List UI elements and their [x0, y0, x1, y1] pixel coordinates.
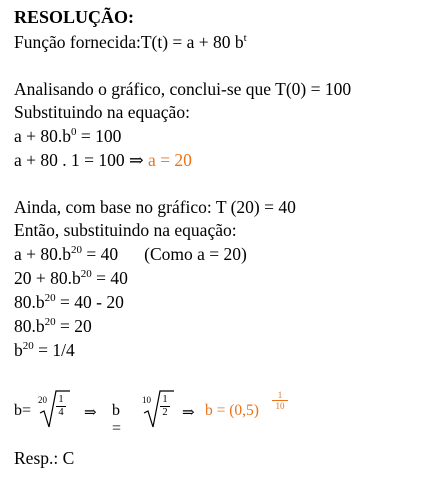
substitution-line-2: Então, substituindo na equação: [14, 220, 237, 240]
graph-analysis-line: Analisando o gráfico, conclui-se que T(0) = 100 [14, 79, 352, 99]
equation-line-2: a + 80 . 1 = 100 ⇒ a = 20 [14, 150, 192, 170]
function-line: Função fornecida:T(t) = a + 80 $b^t$ [14, 32, 247, 52]
equation-line-5: $80.b^{20} = 40 - 20$ [14, 292, 124, 312]
radical-sign-2 [142, 389, 176, 429]
b-equals-label-2: b = [112, 402, 122, 437]
implies-arrow-2: ⇒ [182, 405, 195, 421]
response-line: Resp.: C [14, 448, 75, 468]
equation-line-4: $20 + 80.b^{20} = 40$ [14, 268, 128, 288]
result-a: a = 20 [148, 150, 192, 170]
implies-arrow-1: ⇒ [84, 405, 97, 421]
graph-line-2: Ainda, com base no gráfico: T (20) = 40 [14, 197, 296, 217]
resolution-title: RESOLUÇÃO: [14, 7, 135, 27]
result-b: b = (0,5) [205, 402, 259, 419]
fraction-1: $\frac{1}{4}$ [56, 394, 66, 419]
equation-line-1: $a + 80.b^0 = 100$ [14, 126, 122, 146]
result-exponent: $\frac{1}{10}$ [272, 390, 288, 411]
radical-sign-1 [38, 389, 72, 429]
equation-line-6: $80.b^{20} = 20$ [14, 316, 92, 336]
fraction-2: $\frac{1}{2}$ [160, 394, 170, 419]
root-index-2: 10 [142, 395, 151, 405]
equation-line-3: $a + 80.b^{20} = 40$ (Como a = 20) [14, 244, 247, 264]
b-equals-label: b= [14, 402, 32, 419]
root-index-1: 20 [38, 395, 47, 405]
equation-line-7: $b^{20} = 1/4$ [14, 340, 75, 360]
substitution-line: Substituindo na equação: [14, 102, 190, 122]
